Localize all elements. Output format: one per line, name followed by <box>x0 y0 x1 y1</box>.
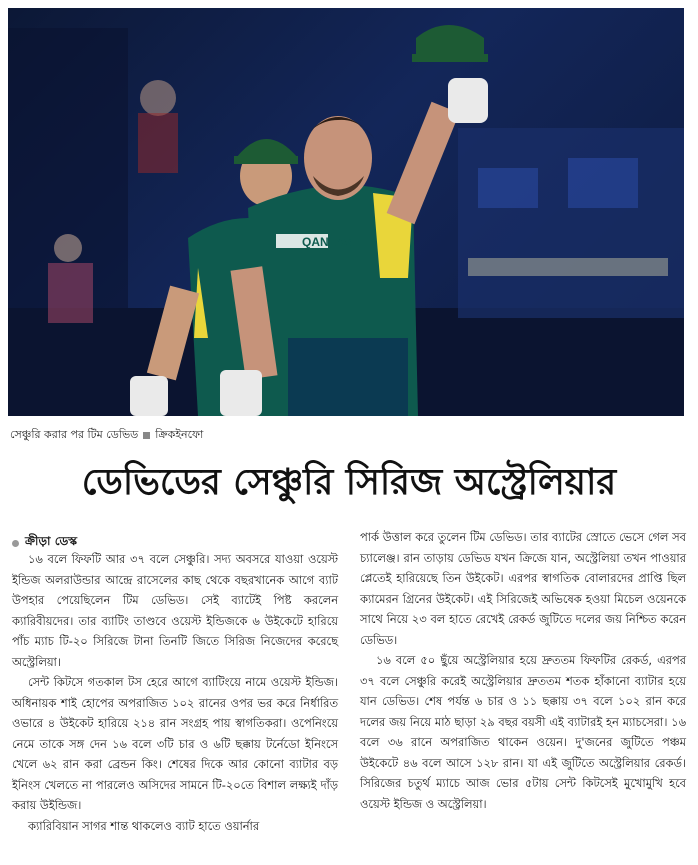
separator-square-icon <box>143 432 150 439</box>
article-paragraph: ক্যারিবিয়ান সাগর শান্ত থাকলেও ব্যাট হাতে ওয়ার্নার <box>28 818 260 833</box>
article-paragraph: সেন্ট কিটসে গতকাল টস হেরে আগে ব্যাটিংয়ে নামে ওয়েস্ট ইন্ডিজ। অধিনায়ক শাই হোপের অপরাজিত ১০২ রানের ওপর ভর করে নির্ধারিত ওভারে ৪ উইকেট হারিয়ে ২১৪ রান সংগ্রহ পায় স্বাগতিকরা। ওপেনিংয়ে নেমে তাকে সঙ্গ দেন ১৬ বলে ৩টি চার ও ৬টি ছক্কায় টর্নেডো ইনিংসে খেলে ৬২ রান করা ব্রেন্ডন কিং। শেষের দিকে আর কোনো ব্যাটার বড় ইনিংস খেলতে না পারলেও অসিদের সামনে টি-২০তে বিশাল লক্ষ্যই দাঁড় করায় উইন্ডিজ। <box>12 675 338 812</box>
jersey-sponsor-text: QANTAS <box>302 235 352 249</box>
article-photo <box>8 8 684 416</box>
caption-text: সেঞ্চুরি করার পর টিম ডেভিড <box>10 428 139 441</box>
article-paragraph: পার্ক উত্তাল করে তুলেন টিম ডেভিড। তার ব্যাটের স্রোতে ভেসে গেল সব চ্যালেঞ্জ। রান তাড়ায় ডেভিড যখন ক্রিজে যান, অস্ট্রেলিয়া তখন পাওয়ার প্লেতেই হারিয়েছে তিন উইকেট। এরপর স্বাগতিক বোলারদের প্রাপ্তি ছিল ক্যামেরন গ্রিনের উইকেট। এই সিরিজেই অভিষেক হওয়া মিচেল ওয়েনকে সাথে নিয়ে ২৩ বল হাতে রেখেই রেকর্ড জুটিতে দলের জয় নিশ্চিত করেন ডেভিড। <box>360 530 686 647</box>
article-paragraph: ১৬ বলে ফিফটি আর ৩৭ বলে সেঞ্চুরি। সদ্য অবসরে যাওয়া ওয়েস্ট ইন্ডিজ অলরাউন্ডার আন্দ্রে রাসেলের কাছ থেকে বছরখানেক আগে ব্যাট উপহার পেয়েছিলেন টিম ডেভিড। সেই ব্যাটেই পিষ্ট করলেন ক্যারিবীয়দের। তার ব্যাটিং তাণ্ডবে ওয়েস্ট ইন্ডিজকে ৬ উইকেটে হারিয়ে পাঁচ ম্যাচ টি-২০ সিরিজে টানা তিনটি জিতে সিরিজ নিজেদের করেছে অস্ট্রেলিয়া। <box>12 552 338 669</box>
photo-illustration <box>8 8 684 416</box>
article-paragraph: ১৬ বলে ৫০ ছুঁয়ে অস্ট্রেলিয়ার হয়ে দ্রুততম ফিফটির রেকর্ড, এরপর ৩৭ বলে সেঞ্চুরি করেই অস্ট্রেলিয়ার দ্রুততম শতক হাঁকানো ব্যাটার হয়ে যান ডেভিড। শেষ পর্যন্ত ৬ চার ও ১১ ছক্কায় ৩৭ বলে ১০২ রান করে দলের জয় নিয়ে মাঠ ছাড়া ২৯ বছর বয়সী এই ব্যাটারই হন ম্যাচসেরা। ১৬ বলে ৩৬ রানে অপরাজিত থাকেন ওয়েন। দু'জনের জুটিতে পঞ্চম উইকেটে ৪৬ বলে আসে ১২৮ রান। যা এই জুটিতে অস্ট্রেলিয়ার রেকর্ড। সিরিজের চতুর্থ ম্যাচে আজ ভোর ৫টায় সেন্ট কিটসেই মুখোমুখি হবে ওয়েস্ট ইন্ডিজ ও অস্ট্রেলিয়া। <box>360 653 686 811</box>
headline: ডেভিডের সেঞ্চুরি সিরিজ অস্ট্রেলিয়ার <box>81 461 617 503</box>
article-column-right <box>360 527 686 814</box>
bullet-icon <box>12 540 19 547</box>
photo-credit: ক্রিকইনফো <box>155 428 204 441</box>
photo-caption <box>10 426 203 445</box>
article-column-left <box>12 549 338 836</box>
byline-text: ক্রীড়া ডেস্ক <box>25 534 78 548</box>
